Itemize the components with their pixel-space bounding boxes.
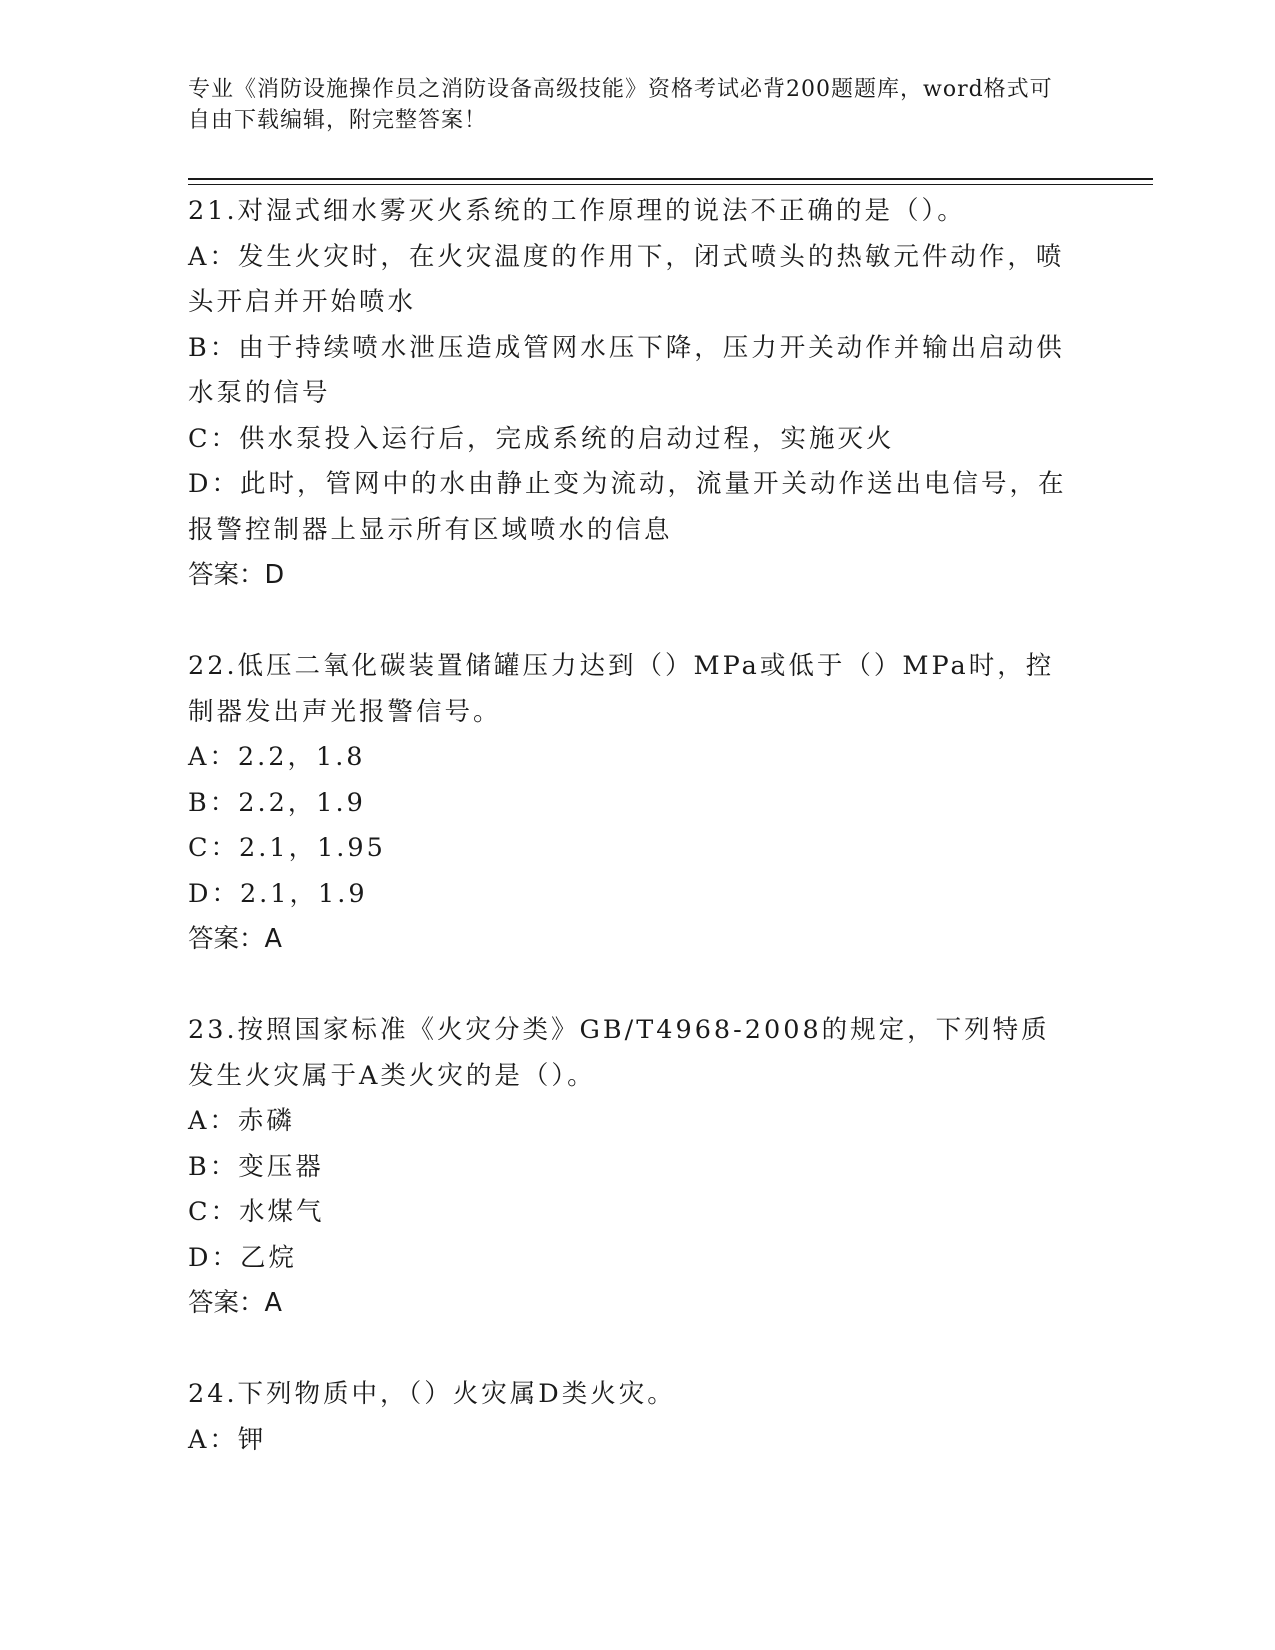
header-divider-thin (188, 184, 1153, 185)
option-a: A：钾 (188, 1424, 267, 1455)
question-stem: 23.按照国家标准《火灾分类》GB/T4968-2008的规定，下列特质发生火灾属于A类火灾的是（）。 (188, 1015, 1050, 1091)
answer-line: 答案：A (188, 1288, 282, 1318)
question-block (188, 644, 1078, 963)
question-stem: 22.低压二氧化碳装置储罐压力达到（）MPa或低于（）MPa时，控制器发出声光报警信号。 (188, 651, 1055, 727)
option-a: A：2.2，1.8 (188, 742, 366, 772)
question-block (188, 189, 1078, 599)
question-stem: 21.对湿式细水雾灭火系统的工作原理的说法不正确的是（）。 (188, 196, 966, 226)
option-b: B：由于持续喷水泄压造成管网水压下降，压力开关动作并输出启动供水泵的信号 (188, 332, 1065, 408)
question-block (188, 1008, 1078, 1327)
document-header: 专业《消防设施操作员之消防设备高级技能》资格考试必背200题题库，word格式可自由下载编辑，附完整答案！ (188, 77, 1053, 133)
option-a: A：赤磷 (188, 1106, 295, 1136)
spacer (188, 1327, 1078, 1373)
spacer (188, 963, 1078, 1009)
option-b: B：变压器 (188, 1151, 324, 1182)
header-divider-thick (188, 178, 1153, 180)
option-c: C：2.1，1.95 (188, 833, 386, 863)
question-list (188, 189, 1078, 1463)
spacer (188, 599, 1078, 645)
question-block (188, 1372, 1078, 1463)
option-c: C：水煤气 (188, 1197, 325, 1227)
answer-line: 答案：D (188, 560, 285, 590)
option-a: A：发生火灾时，在火灾温度的作用下，闭式喷头的热敏元件动作，喷头开启并开始喷水 (188, 241, 1065, 317)
option-d: D：乙烷 (188, 1242, 297, 1273)
answer-line: 答案：A (188, 924, 282, 954)
option-c: C：供水泵投入运行后，完成系统的启动过程，实施灭火 (188, 423, 895, 454)
option-d: D：2.1，1.9 (188, 878, 368, 909)
question-stem: 24.下列物质中，（）火灾属D类火灾。 (188, 1379, 676, 1409)
option-d: D：此时，管网中的水由静止变为流动，流量开关动作送出电信号，在报警控制器上显示所有区域喷水的信息 (188, 469, 1067, 545)
option-b: B：2.2，1.9 (188, 787, 366, 818)
